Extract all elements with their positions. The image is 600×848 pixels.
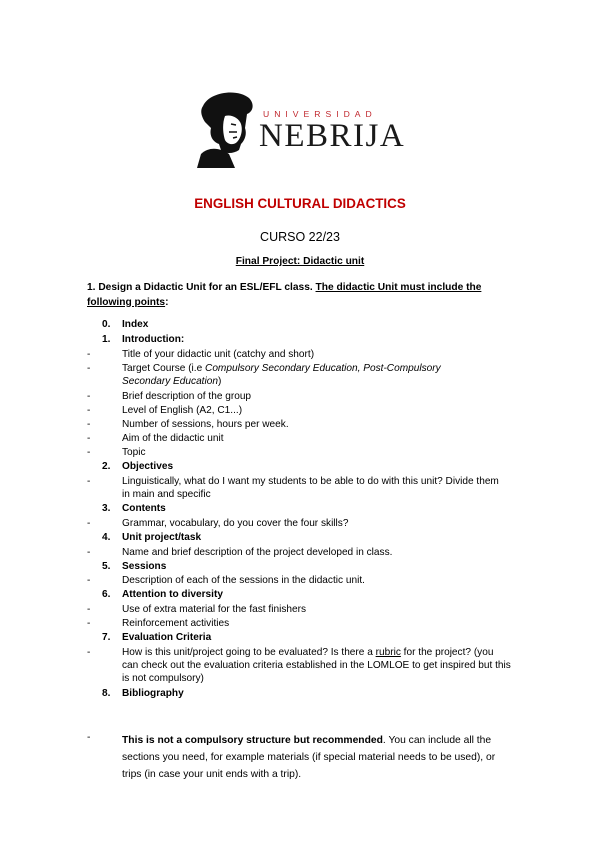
page-title: ENGLISH CULTURAL DIDACTICS [194, 196, 406, 211]
item-text: Description of each of the sessions in the didactic unit. [122, 575, 365, 586]
logo-nebrija-text: NEBRIJA [259, 118, 406, 154]
dash: - [87, 419, 91, 430]
intro-colon: : [165, 296, 169, 308]
dash: - [87, 604, 91, 615]
item-text: Brief description of the group [122, 391, 252, 402]
dash: - [87, 476, 91, 487]
course-year: CURSO 22/23 [260, 230, 340, 244]
outline-num: 8. [102, 688, 111, 699]
logo-university-text: UNIVERSIDAD [263, 109, 377, 119]
dash: - [87, 647, 91, 658]
outline-num: 1. [102, 334, 111, 345]
item-text: Topic [122, 447, 146, 458]
dash: - [87, 433, 91, 444]
item-text: Aim of the didactic unit [122, 433, 224, 444]
nebrija-logo [195, 88, 410, 168]
evaluation-post: for the project? (you can check out the evaluation criteria established in the LOMLOE to get inspired but this is not compulsory) [122, 647, 511, 684]
closing-note [122, 732, 517, 783]
item-text: Title of your didactic unit (catchy and short) [122, 349, 315, 360]
item-text: Grammar, vocabulary, do you cover the four skills? [122, 518, 349, 529]
dash: - [87, 447, 91, 458]
outline-label: Bibliography [122, 688, 184, 699]
dash: - [87, 618, 91, 629]
item-text: Level of English (A2, C1...) [122, 405, 243, 416]
item-text: Name and brief description of the project developed in class. [122, 547, 393, 558]
item-text: Reinforcement activities [122, 618, 230, 629]
rubric-term: rubric [375, 647, 401, 658]
outline-label: Objectives [122, 461, 174, 472]
outline-label: Index [122, 319, 149, 330]
target-prefix: Target Course (i.e [122, 363, 206, 374]
nebrija-portrait-icon [195, 88, 259, 168]
outline-num: 3. [102, 503, 111, 514]
target-suffix: ) [217, 375, 222, 387]
dash: - [87, 547, 91, 558]
item-text: Number of sessions, hours per week. [122, 419, 289, 430]
intro-lead: 1. Design a Didactic Unit for an ESL/EFL class. [87, 282, 316, 293]
dash: - [87, 575, 91, 586]
dash: - [87, 405, 91, 416]
dash: - [87, 349, 91, 360]
dash: - [87, 518, 91, 529]
outline-label: Attention to diversity [122, 589, 223, 600]
item-text [122, 647, 512, 685]
outline-num: 5. [102, 561, 111, 572]
intro-underlined: The didactic Unit must include the following points [87, 282, 482, 308]
final-project-heading: Final Project: Didactic unit [235, 256, 365, 267]
item-text: Use of extra material for the fast finishers [122, 604, 307, 615]
outline-label: Unit project/task [122, 532, 202, 543]
outline-label: Contents [122, 503, 166, 514]
outline-num: 7. [102, 632, 111, 643]
outline-num: 0. [102, 319, 111, 330]
outline-num: 6. [102, 589, 111, 600]
outline-num: 2. [102, 461, 111, 472]
outline-label: Introduction: [122, 334, 185, 345]
item-text: Linguistically, what do I want my students to be able to do with this unit? Divide them in main and specific [122, 476, 499, 500]
outline-num: 4. [102, 532, 111, 543]
dash: - [87, 363, 91, 374]
item-text [122, 363, 482, 389]
note-bold: This is not a compulsory structure but recommended [122, 735, 383, 746]
target-italic: Compulsory Secondary Education, Post-Compulsory Secondary Education [122, 363, 441, 387]
dash: - [87, 391, 91, 402]
outline-label: Sessions [122, 561, 167, 572]
dash: - [87, 732, 91, 743]
intro-instruction [87, 281, 517, 310]
note-rest: . You can include all the sections you need, for example materials (if special material needs to be used), or trips (in case your unit ends with a trip). [122, 735, 496, 780]
outline-label: Evaluation Criteria [122, 632, 212, 643]
evaluation-pre: How is this unit/project going to be evaluated? Is there a [122, 647, 376, 658]
